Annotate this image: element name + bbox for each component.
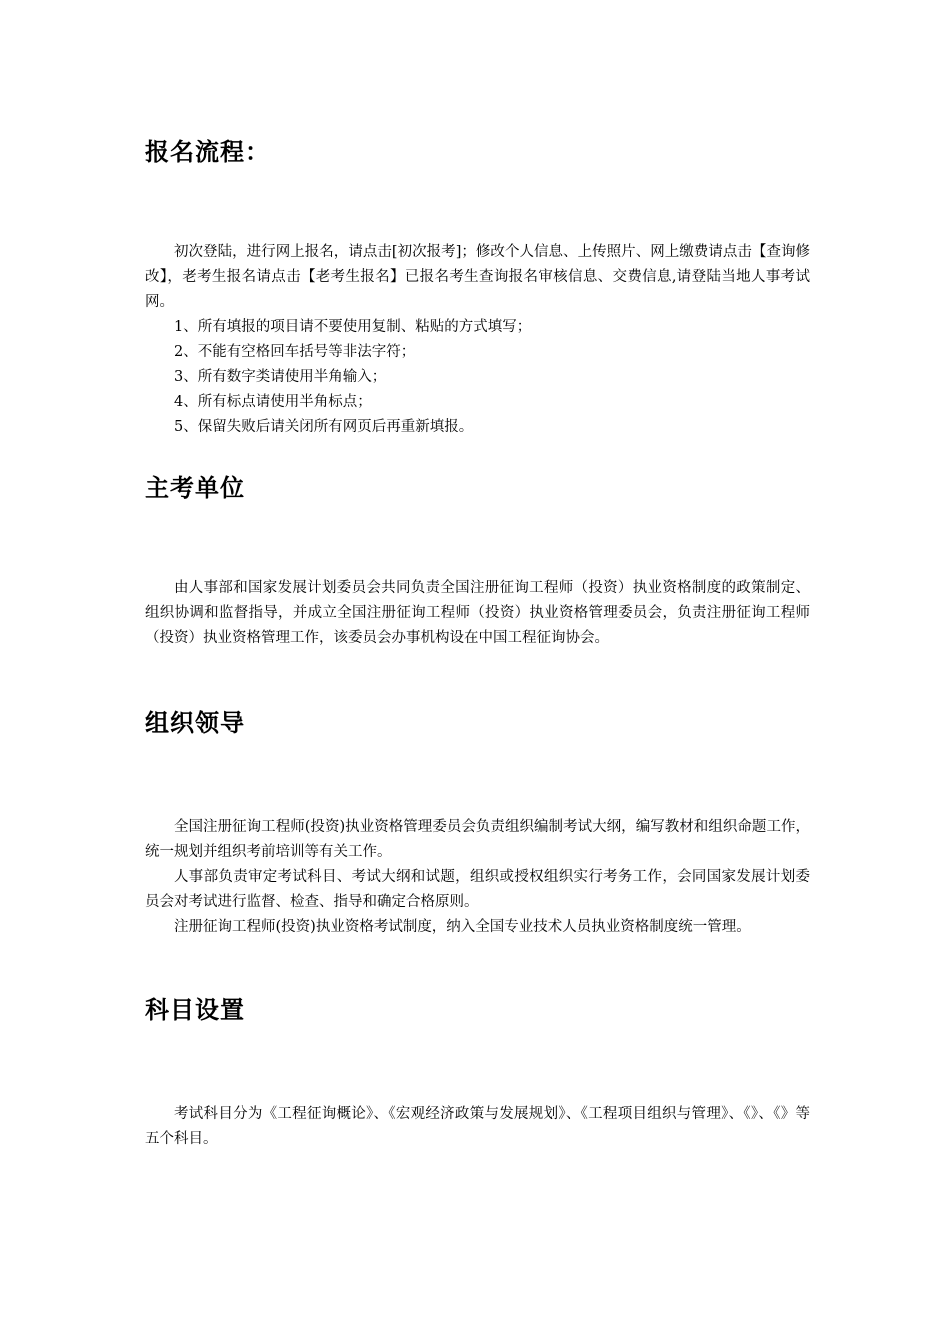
list-item: 1、所有填报的项目请不要使用复制、粘贴的方式填写； (174, 319, 532, 335)
examining-authority-body (145, 576, 810, 651)
heading-registration-process: 报名流程： (145, 138, 270, 166)
heading-examining-authority: 主考单位 (145, 474, 245, 502)
heading-subject-settings: 科目设置 (145, 996, 245, 1024)
list-item: 2、不能有空格回车括号等非法字符； (174, 344, 416, 360)
subject-settings-body (145, 1102, 810, 1152)
paragraph: 人事部负责审定考试科目、考试大纲和试题，组织或授权组织实行考务工作，会同国家发展计划委员会对考试进行监督、检查、指导和确定合格原则。 (145, 869, 810, 910)
paragraph: 初次登陆，进行网上报名，请点击[初次报考]；修改个人信息、上传照片、网上缴费请点击【查询修改】，老考生报名请点击【老考生报名】已报名考生查询报名审核信息、交费信息,请登陆当地人事考试网。 (145, 244, 810, 310)
organization-leadership-body (145, 815, 810, 940)
list-item: 3、所有数字类请使用半角输入； (174, 369, 387, 385)
list-item: 4、所有标点请使用半角标点； (174, 394, 372, 410)
list-item: 5、保留失败后请关闭所有网页后再重新填报。 (174, 419, 474, 435)
paragraph: 考试科目分为《工程征询概论》、《宏观经济政策与发展规划》、《工程项目组织与管理》、《》、《》等五个科目。 (145, 1106, 810, 1147)
heading-organization-leadership: 组织领导 (145, 709, 245, 737)
paragraph: 由人事部和国家发展计划委员会共同负责全国注册征询工程师（投资）执业资格制度的政策制定、组织协调和监督指导，并成立全国注册征询工程师（投资）执业资格管理委员会，负责注册征询工程师（投资）执业资格管理工作，该委员会办事机构设在中国工程征询协会。 (145, 580, 810, 646)
registration-process-body (145, 240, 810, 440)
paragraph: 注册征询工程师(投资)执业资格考试制度，纳入全国专业技术人员执业资格制度统一管理。 (174, 919, 751, 935)
paragraph: 全国注册征询工程师(投资)执业资格管理委员会负责组织编制考试大纲，编写教材和组织命题工作，统一规划并组织考前培训等有关工作。 (145, 819, 810, 860)
